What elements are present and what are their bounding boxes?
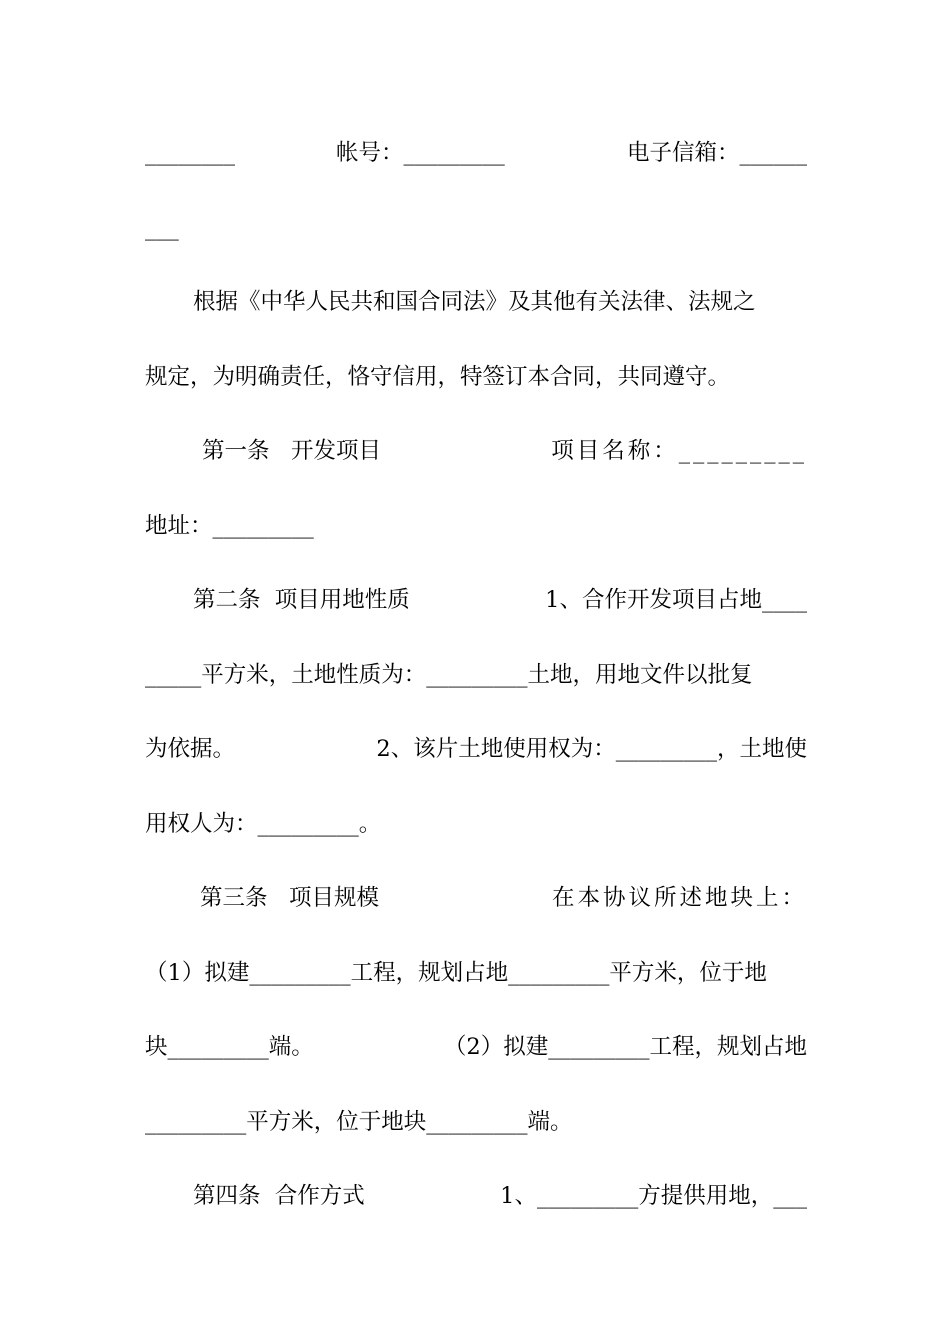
land-nature-line: _____平方米，土地性质为：_________土地，用地文件以批复 <box>145 662 753 688</box>
account-field: 帐号：_________ <box>336 140 505 166</box>
article-1-line <box>145 434 807 468</box>
address-line <box>145 509 807 543</box>
land-area-field: 1、合作开发项目占地____ <box>545 587 807 613</box>
land-right-line: 为依据。 2、该片土地使用权为：_________，土地使 <box>145 732 807 766</box>
preamble-line-2: 规定，为明确责任，恪守信用，特签订本合同，共同遵守。 <box>145 364 731 390</box>
article-2-title: 第二条 项目用地性质 <box>193 587 410 613</box>
article-1-title: 第一条 开发项目 <box>202 438 381 464</box>
scale-item-2-line: 块_________端。 （2）拟建_________工程，规划占地 <box>145 1034 807 1060</box>
account-info-line <box>145 136 807 170</box>
article-4-line: 第四条 合作方式 1、_________方提供用地，___ <box>145 1179 807 1213</box>
scale-item-2-cont-line: _________平方米，位于地块_________端。 <box>145 1109 573 1135</box>
project-name-field: 项目名称：_________ <box>551 438 807 464</box>
article-4-title: 第四条 合作方式 <box>193 1183 365 1209</box>
article-2-line <box>145 583 807 617</box>
email-field: 电子信箱：______ <box>626 140 807 166</box>
address-field: 地址：_________ <box>145 513 314 539</box>
land-right-field: 2、该片土地使用权为：_________，土地使 <box>376 736 807 762</box>
article-3-line: 第三条 项目规模 在本协议所述地块上： <box>145 881 807 915</box>
scale-item-1-line: （1）拟建_________工程，规划占地_________平方米，位于地 <box>145 960 767 986</box>
article-3-title: 第三条 项目规模 <box>200 885 379 911</box>
email-continuation-line: ___ <box>145 215 179 241</box>
land-right-holder-line: 用权人为：_________。 <box>145 811 382 837</box>
preamble-line-1: 根据《中华人民共和国合同法》及其他有关法律、法规之 <box>193 289 756 315</box>
blank-field: ________ <box>145 140 235 166</box>
